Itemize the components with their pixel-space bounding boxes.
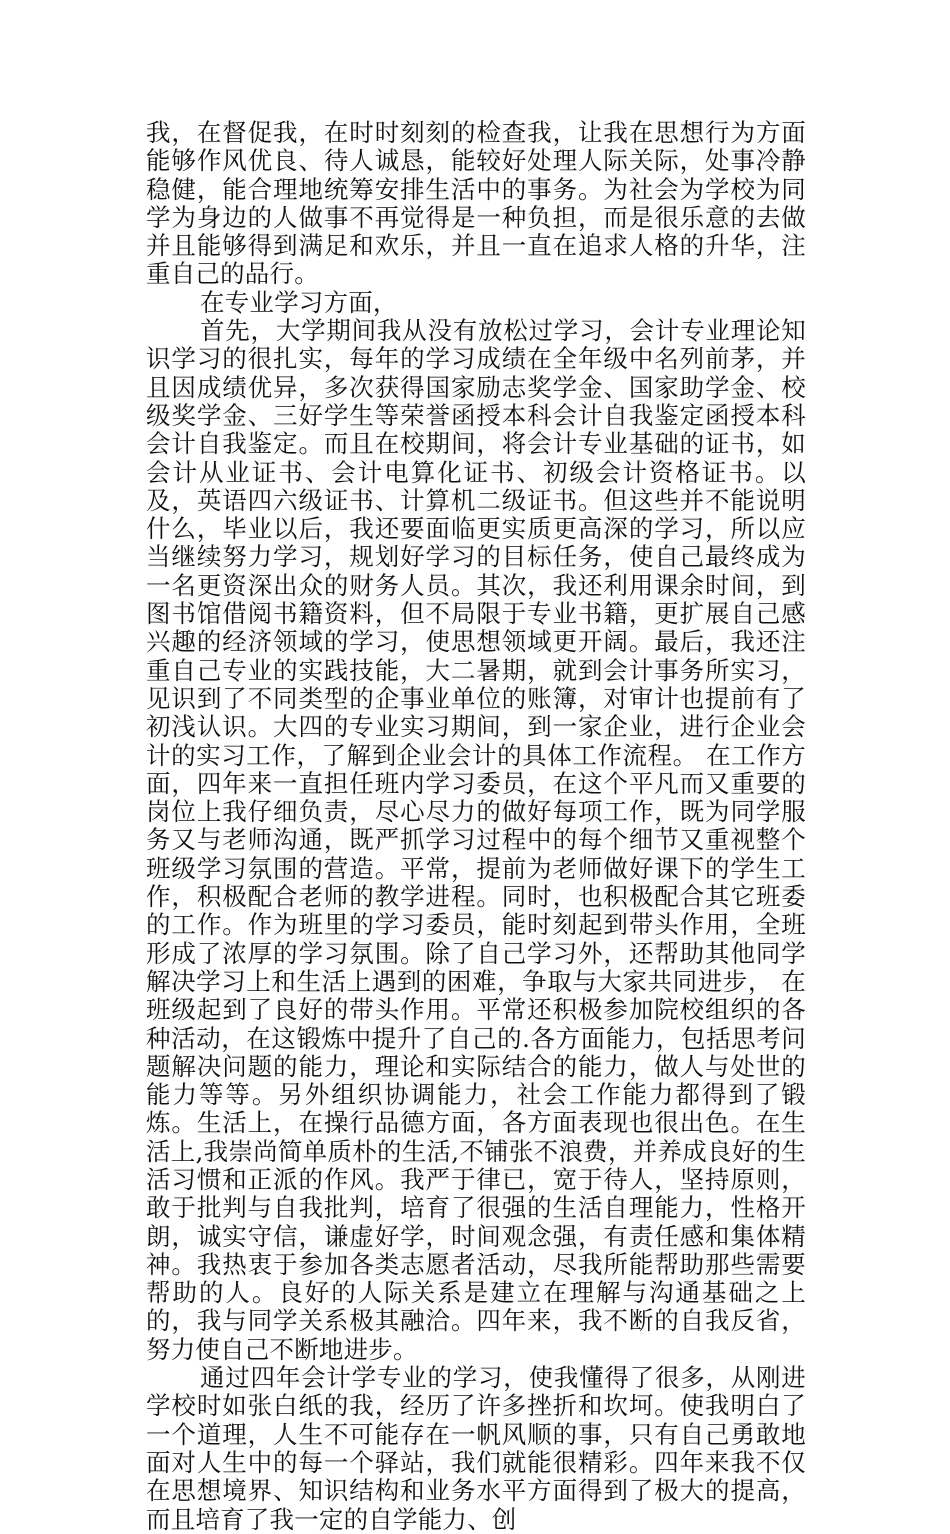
- paragraph-heading-study: 在专业学习方面，: [200, 287, 398, 317]
- paragraph-study-work-life: 首先，大学期间我从没有放松过学习，会计专业理论知识学习的很扎实，每年的学习成绩在全年级中名列前茅，并且因成绩优异，多次获得国家励志奖学金、国家助学金、校级奖学金、三好学生等荣誉函授本科会计自我鉴定函授本科会计自我鉴定。而且在校期间，将会计专业基础的证书，如会计从业证书、会计电算化证书、初级会计资格证书。以及，英语四六级证书、计算机二级证书。但这些并不能说明什么，毕业以后，我还要面临更实质更高深的学习，所以应当继续努力学习，规划好学习的目标任务，使自己最终成为一名更资深出众的财务人员。其次，我还利用课余时间，到图书馆借阅书籍资料，但不局限于专业书籍，更扩展自己感兴趣的经济领域的学习，使思想领域更开阔。最后，我还注重自己专业的实践技能，大二暑期，就到会计事务所实习，见识到了不同类型的企事业单位的账簿，对审计也提前有了初浅认识。大四的专业实习期间，到一家企业，进行企业会计的实习工作，了解到企业会计的具体工作流程。 在工作方面，四年来一直担任班内学习委员，在这个平凡而又重要的岗位上我仔细负责，尽心尽力的做好每项工作，既为同学服务又与老师沟通，既严抓学习过程中的每个细节又重视整个班级学习氛围的营造。平常，提前为老师做好课下的学生工作，积极配合老师的教学进程。同时，也积极配合其它班委的工作。作为班里的学习委员，能时刻起到带头作用，全班形成了浓厚的学习氛围。除了自己学习外，还帮助其他同学解决学习上和生活上遇到的困难，争取与大家共同进步， 在班级起到了良好的带头作用。平常还积极参加院校组织的各种活动，在这锻炼中提升了自己的.各方面能力，包括思考问题解决问题的能力，理论和实际结合的能力，做人与处世的能力等等。另外组织协调能力，社会工作能力都得到了锻炼。生活上，在操行品德方面，各方面表现也很出色。在生活上,我崇尚简单质朴的生活,不铺张不浪费，并养成良好的生活习惯和正派的作风。我严于律已，宽于待人，坚持原则，敢于批判与自我批判，培育了很强的生活自理能力，性格开朗，诚实守信，谦虚好学，时间观念强，有责任感和集体精神。我热衷于参加各类志愿者活动，尽我所能帮助那些需要帮助的人。良好的人际关系是建立在理解与沟通基础之上的，我与同学关系极其融洽。四年来，我不断的自我反省，努力使自己不断地进步。: [146, 316, 806, 1364]
- paragraph-summary: 通过四年会计学专业的学习，使我懂得了很多，从刚进学校时如张白纸的我，经历了许多挫折和坎坷。使我明白了一个道理，人生不可能存在一帆风顺的事，只有自己勇敢地面对人生中的每一个驿站，我们就能很精彩。四年来我不仅在思想境界、知识结构和业务水平方面得到了极大的提高，而且培育了我一定的自学能力、创: [146, 1363, 806, 1534]
- paragraph-continuation: 我，在督促我，在时时刻刻的检查我，让我在思想行为方面能够作风优良、待人诚恳，能较好处理人际关际，处事冷静稳健，能合理地统筹安排生活中的事务。为社会为学校为同学为身边的人做事不再觉得是一种负担，而是很乐意的去做并且能够得到满足和欢乐，并且一直在追求人格的升华，注重自己的品行。: [146, 118, 806, 289]
- document-body: [146, 119, 806, 1534]
